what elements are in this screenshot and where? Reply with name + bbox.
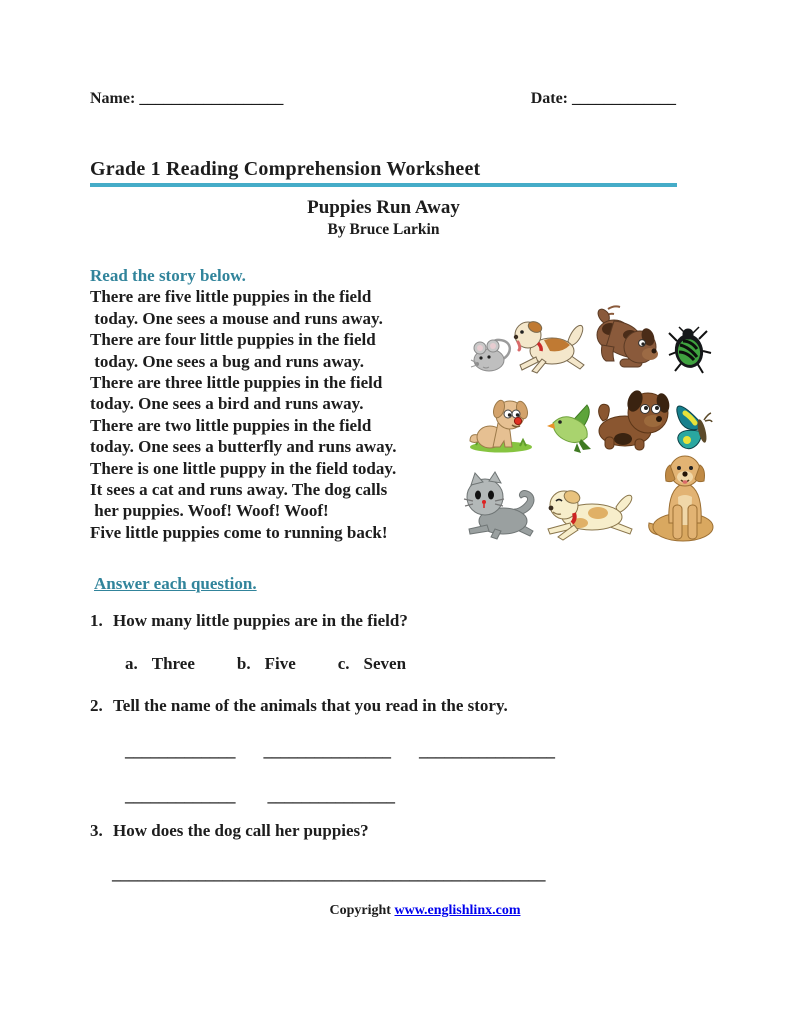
story-line: It sees a cat and runs away. The dog calls	[90, 480, 388, 500]
question-2-blanks-row-1	[125, 741, 555, 761]
choice-c	[338, 654, 406, 674]
gray-mouse-icon	[470, 333, 512, 373]
read-story-prompt: Read the story below.	[90, 266, 246, 285]
butterfly-icon	[671, 397, 711, 454]
story-line: Five little puppies come to running back!	[90, 522, 388, 542]
answer-blank: _______________	[267, 786, 395, 805]
question-2-text: Tell the name of the animals that you read in the story.	[113, 696, 508, 715]
story-title-block	[90, 197, 677, 239]
choice-a-letter: a.	[125, 654, 138, 673]
choice-a	[125, 654, 195, 674]
animal-clipart-cluster	[455, 295, 745, 550]
brown-dog-icon	[593, 387, 671, 451]
name-date-row	[90, 90, 676, 108]
copyright-label: Copyright	[329, 903, 395, 918]
choice-c-text: Seven	[363, 654, 407, 673]
question-3	[90, 821, 650, 841]
answer-blank: _____________	[125, 741, 236, 760]
question-1-text: How many little puppies are in the field?	[113, 611, 408, 630]
question-3-number: 3.	[90, 821, 103, 840]
question-3-text: How does the dog call her puppies?	[113, 821, 369, 840]
choice-c-letter: c.	[337, 654, 350, 673]
englishlinx-link[interactable]: www.englishlinx.com	[394, 903, 521, 918]
story-line: There are five little puppies in the field	[90, 287, 372, 307]
question-1	[90, 611, 650, 631]
story-line: her puppies. Woof! Woof! Woof!	[90, 501, 329, 521]
question-1-number: 1.	[90, 611, 103, 630]
question-2-blanks-row-2	[125, 786, 395, 806]
name-label: Name:	[90, 90, 136, 107]
story-title: Puppies Run Away	[307, 197, 460, 218]
green-beetle-icon	[667, 325, 712, 375]
story-line: There are four little puppies in the field	[90, 330, 376, 350]
question-3-answer-blank: ___________________________________________________	[112, 864, 546, 883]
question-1-choices	[125, 654, 406, 674]
date-blank-line: _____________	[572, 90, 676, 107]
date-label: Date:	[530, 90, 568, 107]
story-line: today. One sees a bird and runs away.	[90, 394, 364, 414]
answer-blank: _______________	[263, 741, 391, 760]
story-text	[90, 265, 490, 543]
story-line: today. One sees a butterfly and runs away.	[90, 437, 397, 457]
story-author: By Bruce Larkin	[327, 221, 440, 238]
running-puppy-icon	[508, 315, 590, 373]
gray-cat-icon	[463, 471, 541, 539]
choice-a-text: Three	[151, 654, 195, 673]
date-field	[531, 90, 676, 108]
question-2	[90, 696, 690, 716]
question-2-number: 2.	[90, 696, 103, 715]
teal-divider-rule	[90, 183, 677, 187]
name-field	[90, 90, 283, 108]
story-line: today. One sees a bug and runs away.	[90, 351, 364, 371]
play-bow-puppy-icon	[590, 301, 660, 375]
choice-b-letter: b.	[236, 654, 251, 673]
footer-copyright	[90, 903, 760, 919]
story-line: There is one little puppy in the field today.	[90, 458, 397, 478]
green-bird-icon	[547, 401, 593, 453]
choice-b	[237, 654, 296, 674]
golden-retriever-icon	[645, 453, 727, 543]
sitting-puppy-icon	[468, 397, 538, 453]
answer-blank: _____________	[125, 786, 236, 805]
story-line: today. One sees a mouse and runs away.	[90, 308, 383, 328]
answer-questions-prompt: Answer each question.	[94, 574, 257, 593]
choice-b-text: Five	[264, 654, 296, 673]
story-line: There are two little puppies in the field	[90, 415, 372, 435]
story-line: There are three little puppies in the field	[90, 373, 383, 393]
name-blank-line: __________________	[139, 90, 284, 107]
answer-blank: ________________	[419, 741, 555, 760]
worksheet-heading: Grade 1 Reading Comprehension Worksheet	[90, 158, 481, 180]
running-cream-puppy-icon	[538, 485, 638, 540]
